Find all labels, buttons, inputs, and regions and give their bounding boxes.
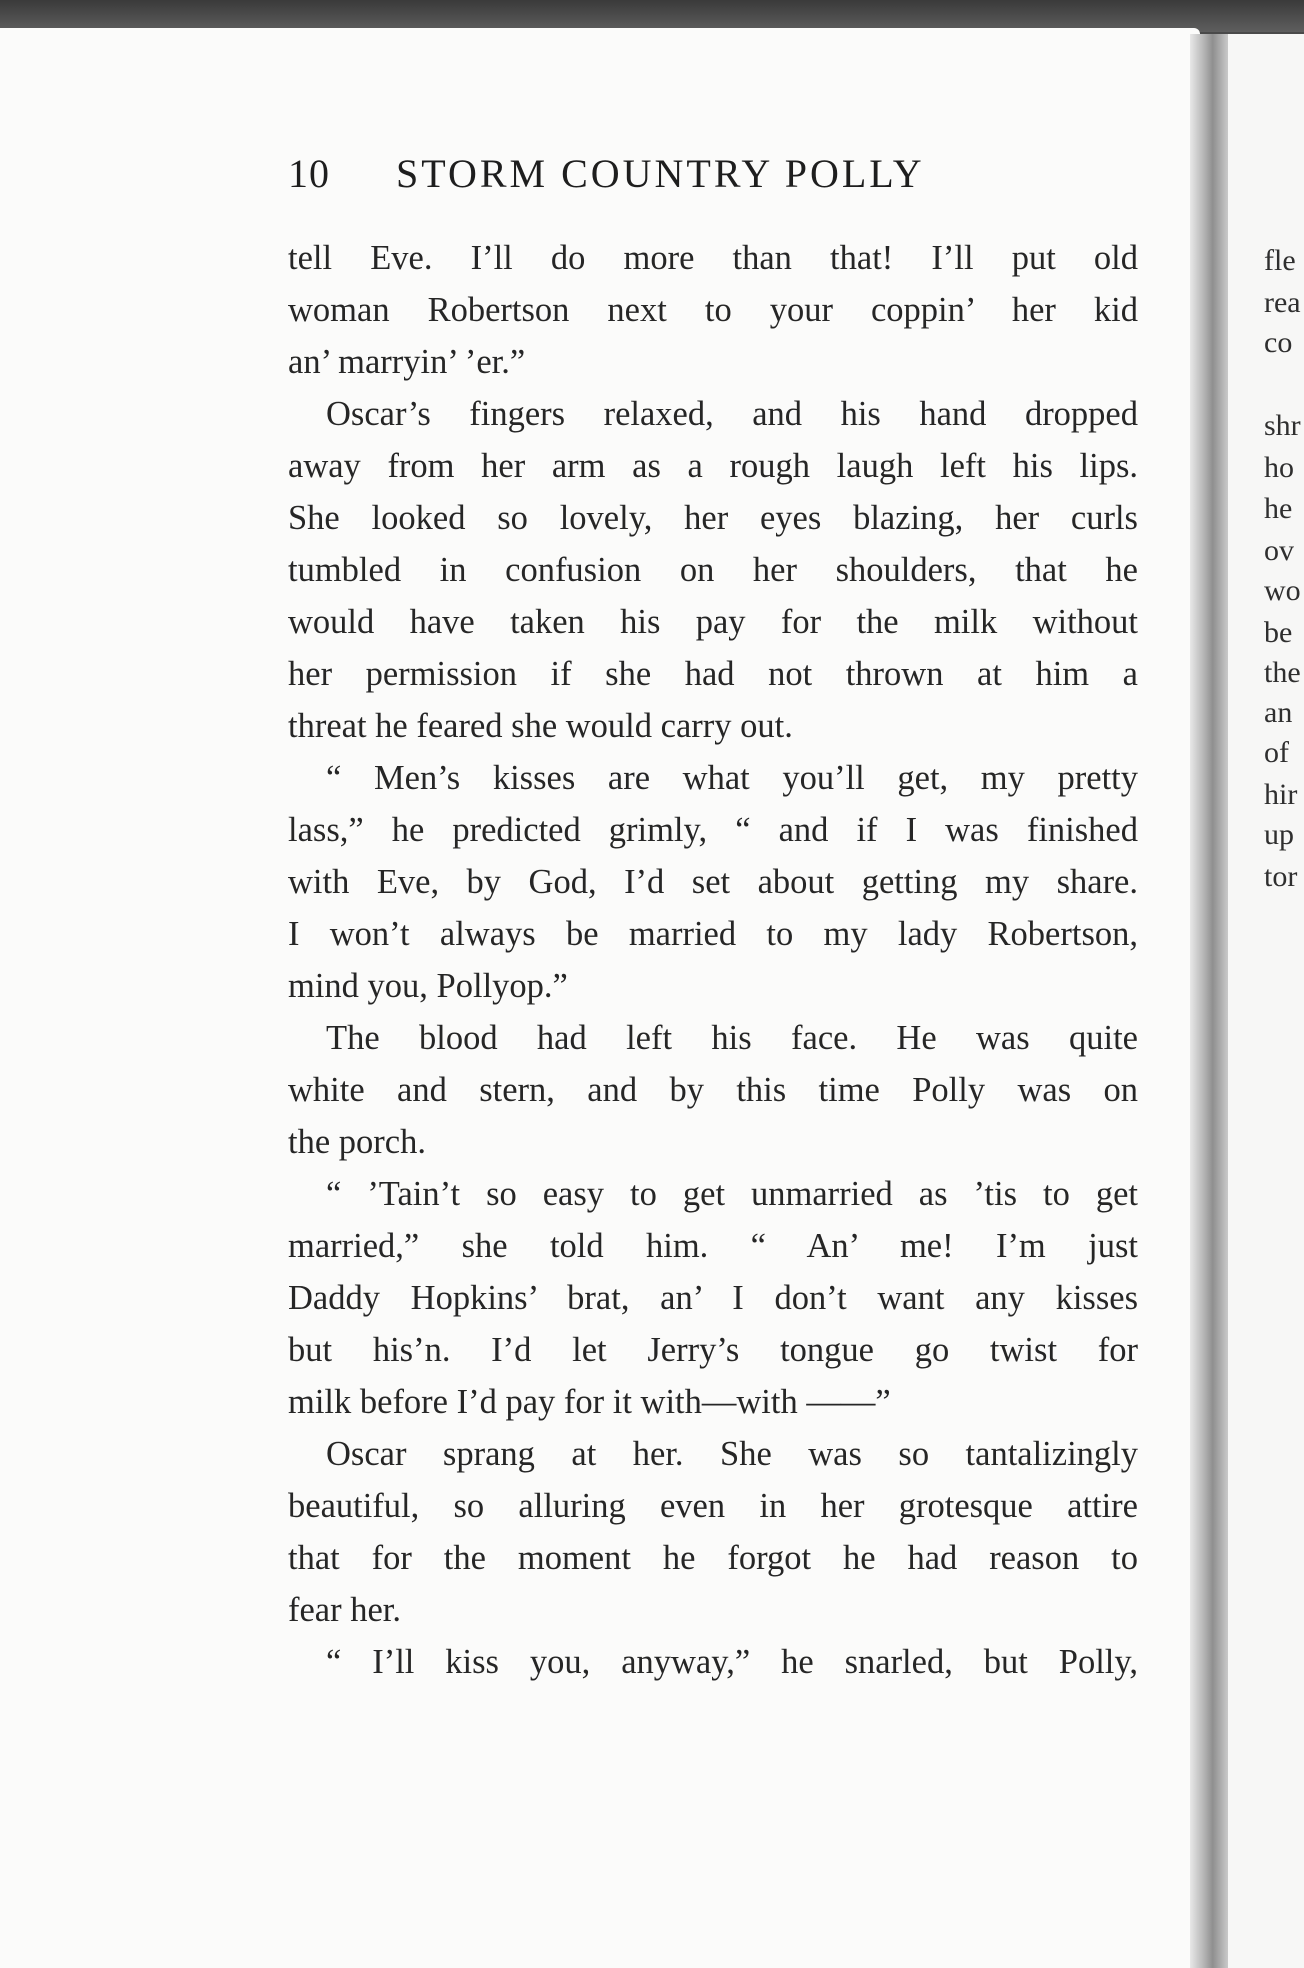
- page-header: [288, 150, 1138, 200]
- text-line: lass,” he predicted grimly, “ and if I was finished: [288, 811, 1138, 849]
- facing-page-fragment: rea: [1264, 286, 1301, 319]
- facing-page-fragment: be: [1264, 616, 1293, 649]
- facing-page-fragment: co: [1264, 326, 1293, 359]
- text-line: that for the moment he forgot he had reason to: [288, 1539, 1138, 1577]
- text-line: milk before I’d pay for it with—with ——”: [288, 1383, 891, 1421]
- facing-page-fragment: wo: [1264, 574, 1301, 607]
- text-line: Oscar’s fingers relaxed, and his hand dropped: [326, 395, 1138, 433]
- facing-page-fragment: ov: [1264, 534, 1294, 567]
- text-line: married,” she told him. “ An’ me! I’m just: [288, 1227, 1138, 1265]
- text-line: “ ’Tain’t so easy to get unmarried as ’tis to get: [326, 1175, 1138, 1213]
- text-line: an’ marryin’ ’er.”: [288, 343, 526, 381]
- text-line: fear her.: [288, 1591, 402, 1629]
- text-line: away from her arm as a rough laugh left his lips.: [288, 447, 1138, 485]
- text-line: woman Robertson next to your coppin’ her kid: [288, 291, 1138, 329]
- page-gutter-shadow: [1190, 34, 1228, 1968]
- text-line: tumbled in confusion on her shoulders, that he: [288, 551, 1138, 589]
- page-number: 10: [288, 151, 330, 196]
- facing-page-edge: [1228, 34, 1304, 1968]
- text-line: “ I’ll kiss you, anyway,” he snarled, but Polly,: [326, 1643, 1138, 1681]
- facing-page-fragment: of: [1264, 736, 1289, 769]
- text-line: the porch.: [288, 1123, 426, 1161]
- text-line: with Eve, by God, I’d set about getting my share.: [288, 863, 1138, 901]
- text-line: Oscar sprang at her. She was so tantalizingly: [326, 1435, 1138, 1473]
- facing-page-fragment: the: [1264, 656, 1301, 689]
- facing-page-fragment: tor: [1264, 860, 1298, 893]
- text-line: beautiful, so alluring even in her grotesque attire: [288, 1487, 1138, 1525]
- text-line: but his’n. I’d let Jerry’s tongue go twist for: [288, 1331, 1138, 1369]
- text-line: tell Eve. I’ll do more than that! I’ll put old: [288, 239, 1138, 277]
- text-line: mind you, Pollyop.”: [288, 967, 568, 1005]
- body-text: [288, 232, 1138, 1688]
- text-line: Daddy Hopkins’ brat, an’ I don’t want any kisses: [288, 1279, 1138, 1317]
- text-line: “ Men’s kisses are what you’ll get, my pretty: [326, 759, 1138, 797]
- facing-page-fragment: shr: [1264, 409, 1301, 442]
- facing-page-fragment: up: [1264, 818, 1294, 851]
- facing-page-fragment: an: [1264, 696, 1293, 729]
- text-line: white and stern, and by this time Polly was on: [288, 1071, 1138, 1109]
- running-title: STORM COUNTRY POLLY: [396, 151, 925, 196]
- text-line: would have taken his pay for the milk without: [288, 603, 1138, 641]
- text-line: I won’t always be married to my lady Robertson,: [288, 915, 1138, 953]
- facing-page-fragment: fle: [1264, 244, 1296, 277]
- facing-page-fragment: he: [1264, 492, 1293, 525]
- text-line: threat he feared she would carry out.: [288, 707, 793, 745]
- facing-page-fragment: ho: [1264, 451, 1294, 484]
- text-line: her permission if she had not thrown at him a: [288, 655, 1138, 693]
- facing-page-fragment: hir: [1264, 778, 1298, 811]
- text-line: The blood had left his face. He was quite: [326, 1019, 1138, 1057]
- text-line: She looked so lovely, her eyes blazing, her curls: [288, 499, 1138, 537]
